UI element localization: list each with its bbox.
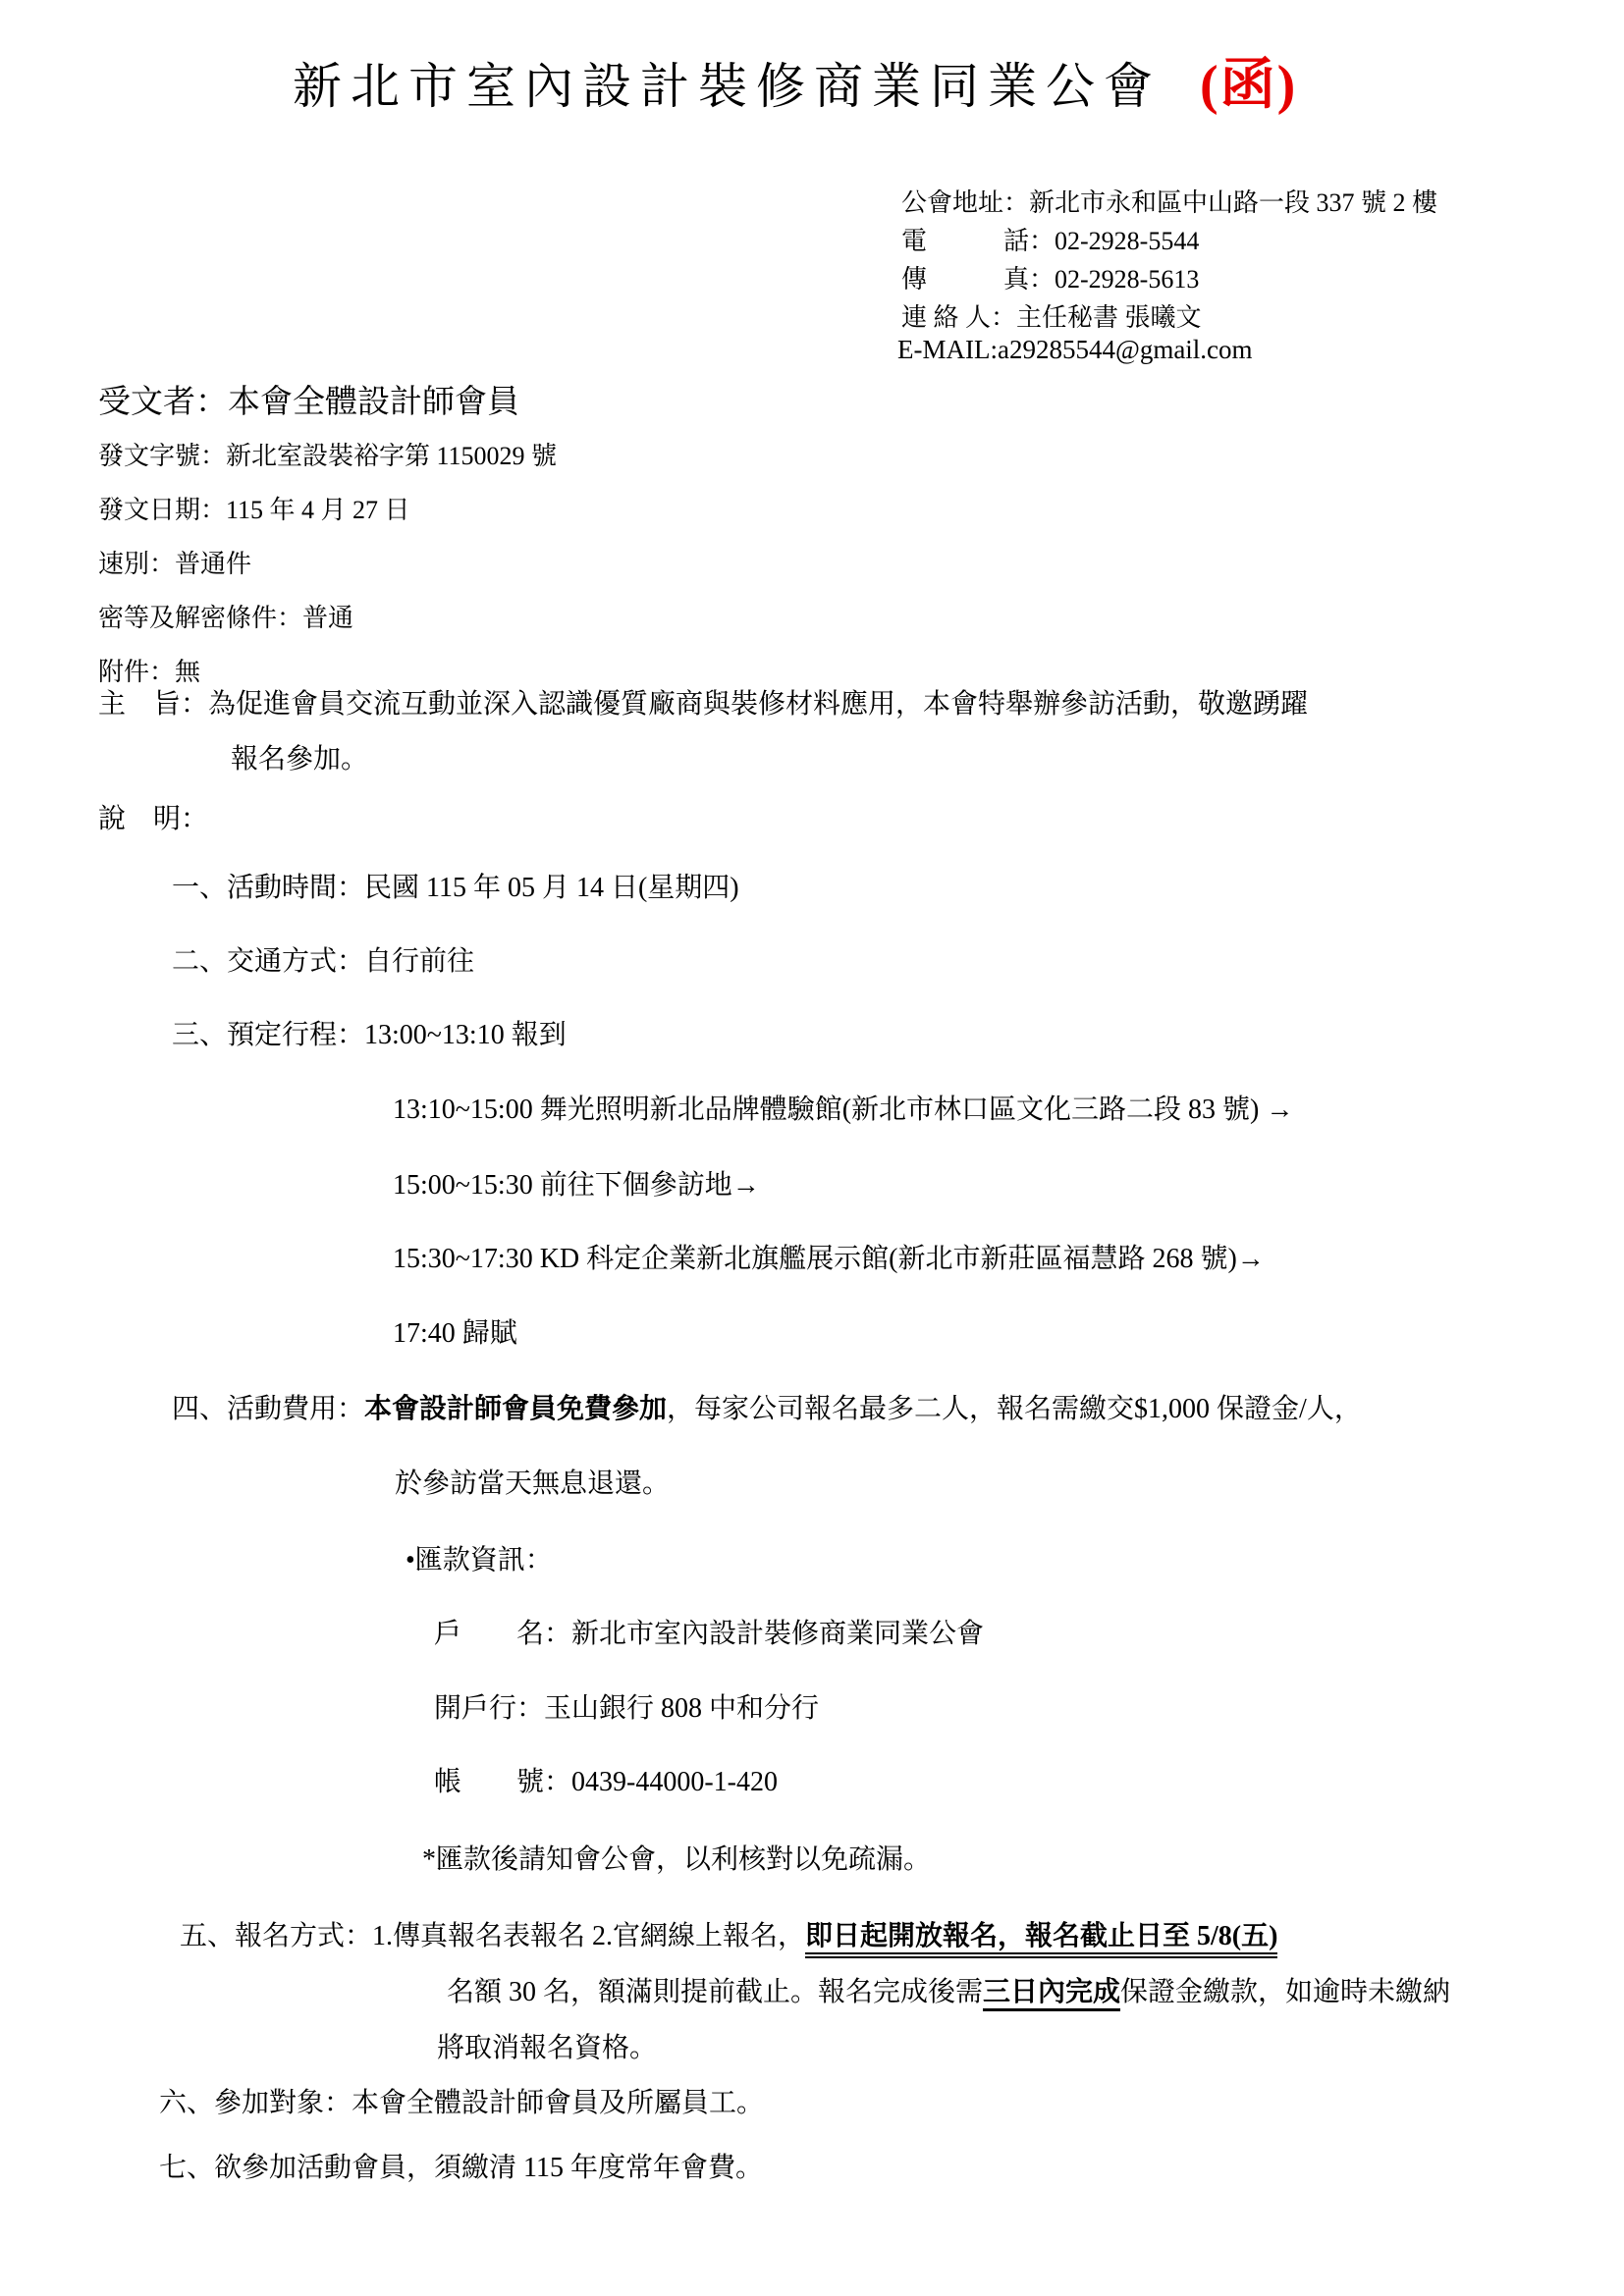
item-registration-payment-rest: 保證金繳款，如逾時未繳納 xyxy=(1120,1977,1451,2007)
item-registration-line-2 xyxy=(447,1970,1450,2009)
item-registration-line-3: 將取消報名資格。 xyxy=(437,2033,658,2063)
subject-line-1: 主 旨：為促進會員交流互動並深入認識優質廠商與裝修材料應用，本會特舉辦參訪活動，敬邀踴躍 xyxy=(98,689,1309,720)
remittance-heading: •匯款資訊： xyxy=(406,1545,553,1575)
attachment-line: 附件：無 xyxy=(98,658,201,686)
association-fax: 傳 真：02-2928-5613 xyxy=(901,265,1200,294)
item-fee-rest: ，每家公司報名最多二人，報名需繳交$1,000 保證金/人， xyxy=(667,1394,1362,1424)
page-title: 新北市室內設計裝修商業同業公會 xyxy=(293,59,1162,114)
description-heading: 說 明： xyxy=(98,804,209,834)
recipient-line: 受文者：本會全體設計師會員 xyxy=(98,385,519,420)
association-phone: 電 話：02-2928-5544 xyxy=(901,227,1200,255)
item-participants: 六、參加對象：本會全體設計師會員及所屬員工。 xyxy=(159,2088,765,2118)
item-registration xyxy=(180,1914,1277,1953)
item-fee-line-2: 於參訪當天無息退還。 xyxy=(395,1468,671,1499)
item-registration-deadline-highlight: 即日起開放報名，報名截止日至 5/8(五) xyxy=(805,1921,1277,1958)
item-fee-prefix: 四、活動費用： xyxy=(172,1394,365,1424)
speed-line: 速別：普通件 xyxy=(98,550,252,578)
association-contact-person: 連 絡 人：主任秘書 張曦文 xyxy=(901,303,1202,332)
doc-date-line: 發文日期：115 年 4 月 27 日 xyxy=(98,496,410,524)
schedule-stop-1: 13:10~15:00 舞光照明新北品牌體驗館(新北市林口區文化三路二段 83 號) → xyxy=(393,1095,1294,1125)
schedule-stop-2: 15:30~17:30 KD 科定企業新北旗艦展示館(新北市新莊區福慧路 268 號)→ xyxy=(393,1244,1265,1274)
item-activity-time: 一、活動時間：民國 115 年 05 月 14 日(星期四) xyxy=(172,873,739,903)
item-registration-payment-highlight: 三日內完成 xyxy=(983,1977,1120,2011)
remittance-account-number: 帳 號：0439-44000-1-420 xyxy=(434,1767,778,1797)
security-line: 密等及解密條件：普通 xyxy=(98,604,354,632)
remittance-bank: 開戶行：玉山銀行 808 中和分行 xyxy=(434,1693,820,1724)
item-itinerary: 三、預定行程：13:00~13:10 報到 xyxy=(172,1020,567,1050)
remittance-note: *匯款後請知會公會，以利核對以免疏漏。 xyxy=(422,1844,932,1875)
schedule-transfer: 15:00~15:30 前往下個參訪地→ xyxy=(393,1170,760,1201)
remittance-account-name: 戶 名：新北市室內設計裝修商業同業公會 xyxy=(434,1619,985,1649)
doc-number-line: 發文字號：新北室設裝裕字第 1150029 號 xyxy=(98,442,558,470)
item-registration-prefix: 五、報名方式：1.傳真報名表報名 2.官網線上報名， xyxy=(180,1921,806,1951)
item-fee-free-highlight: 本會設計師會員免費參加 xyxy=(364,1394,668,1424)
item-fee xyxy=(172,1387,1362,1426)
association-address: 公會地址：新北市永和區中山路一段 337 號 2 樓 xyxy=(901,188,1438,217)
schedule-return: 17:40 歸賦 xyxy=(393,1318,517,1349)
subject-line-2: 報名參加。 xyxy=(231,744,369,774)
item-registration-quota: 名額 30 名，額滿則提前截止。報名完成後需 xyxy=(447,1977,984,2007)
item-transportation: 二、交通方式：自行前往 xyxy=(172,946,475,977)
association-email: E-MAIL:a29285544@gmail.com xyxy=(897,335,1253,364)
letter-type-stamp: (函) xyxy=(1200,55,1298,116)
item-membership-fee: 七、欲參加活動會員，須繳清 115 年度常年會費。 xyxy=(159,2153,763,2183)
